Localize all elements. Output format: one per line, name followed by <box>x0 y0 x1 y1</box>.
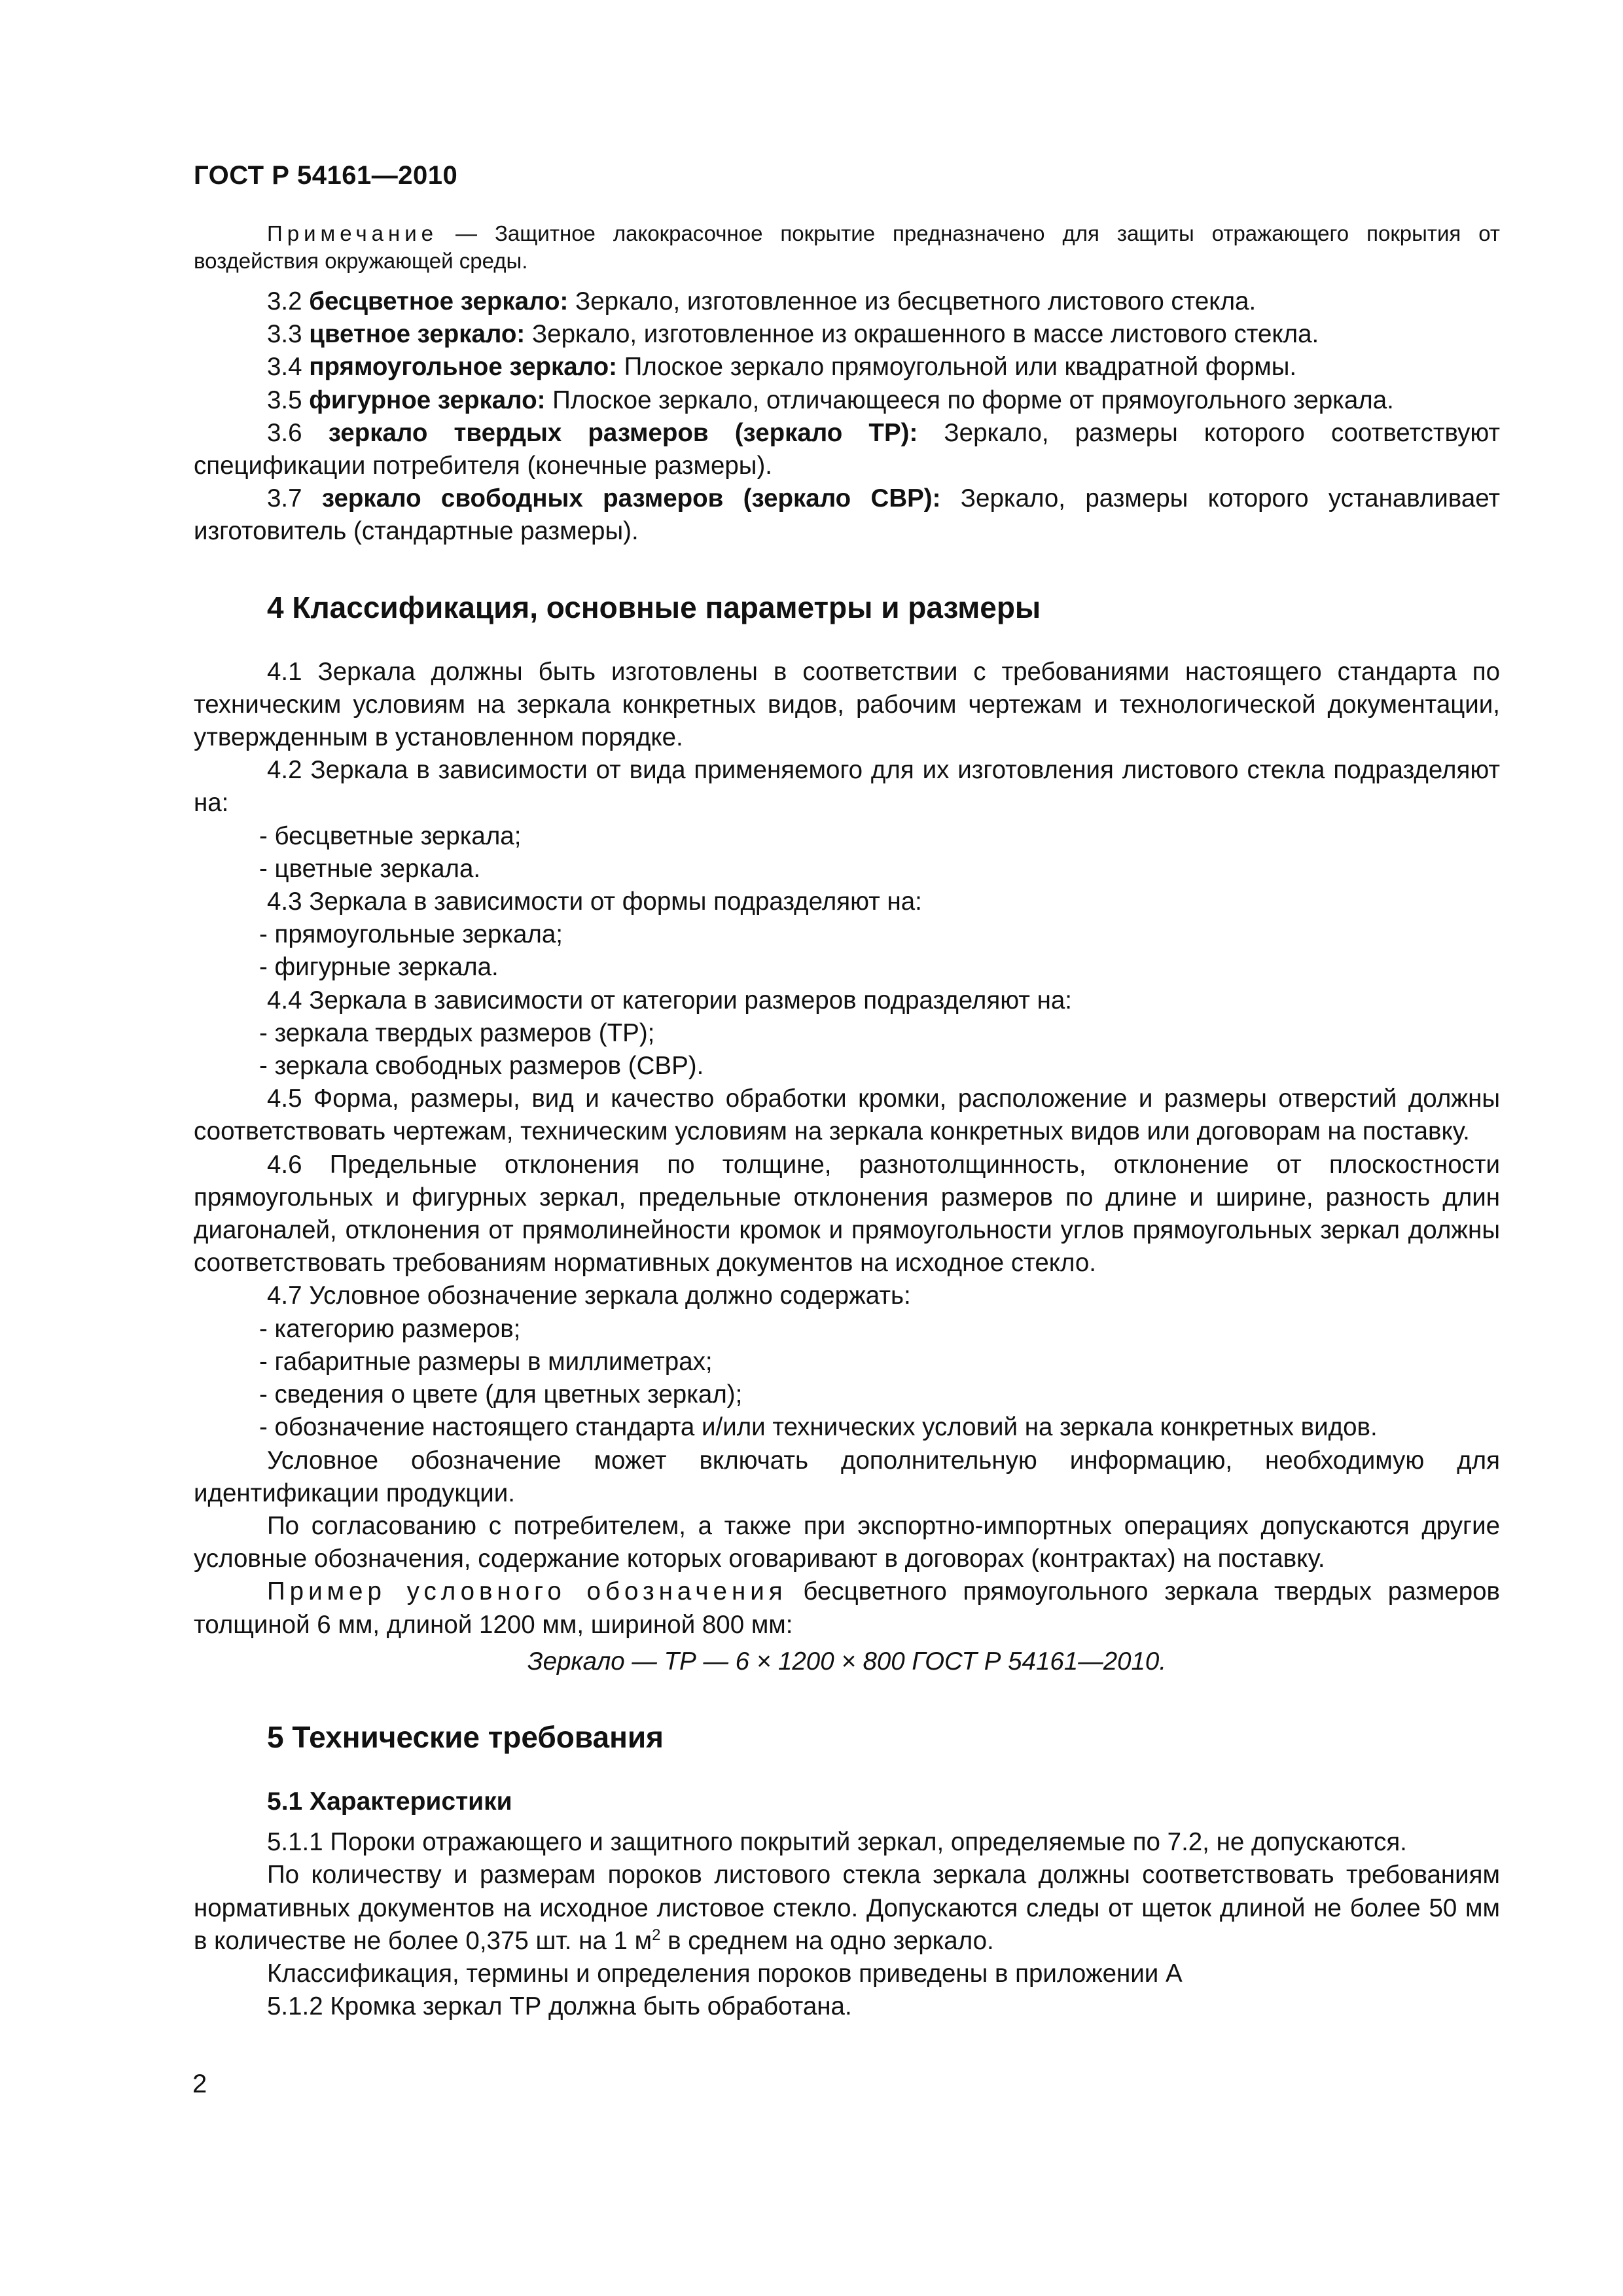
list-item: - зеркала свободных размеров (СВР). <box>259 1052 704 1081</box>
term-number: 3.4 <box>267 353 310 382</box>
note-label: Примечание <box>267 221 438 245</box>
paragraph-4-2: 4.2 Зеркала в зависимости от вида применяемого для их изготовления листового стекла подразделяют на: <box>194 756 1500 817</box>
list-item: - фигурные зеркала. <box>259 953 499 982</box>
list-item: - обозначение настоящего стандарта и/или технических условий на зеркала конкретных видов. <box>259 1413 1378 1442</box>
example-label: Пример условного обозначения <box>267 1577 787 1606</box>
paragraph-designation-info: Условное обозначение может включать дополнительную информацию, необходимую для идентификации продукции. <box>194 1446 1500 1507</box>
term-definition: Зеркало, размеры которого соответствуют спецификации потребителя (конечные размеры). <box>194 418 1501 480</box>
paragraph-4-1: 4.1 Зеркала должны быть изготовлены в соответствии с требованиями настоящего стандарта по техническим условиям на зеркала конкретных видов, рабочим чертежам и технологической документации, утвержденным в установленном порядке. <box>194 657 1500 752</box>
note-text: — Защитное лакокрасочное покрытие предназначено для защиты отражающего покрытия от воздействия окружающей среды. <box>194 221 1500 273</box>
paragraph-5-1-2: 5.1.2 Кромка зеркал ТР должна быть обработана. <box>267 1992 852 2021</box>
paragraph-defects <box>194 1859 1500 1958</box>
list-item: - габаритные размеры в миллиметрах; <box>259 1347 713 1376</box>
list-item: - сведения о цвете (для цветных зеркал); <box>259 1380 743 1409</box>
subsection-5-1-heading: 5.1 Характеристики <box>267 1787 512 1816</box>
term-3-3 <box>194 318 1500 351</box>
defects-text-end: в среднем на одно зеркало. <box>660 1926 994 1955</box>
term-3-6 <box>194 417 1500 482</box>
term-definition: Зеркало, изготовленное из бесцветного листового стекла. <box>568 287 1257 315</box>
term-number: 3.3 <box>267 320 310 349</box>
term-number: 3.2 <box>267 287 310 315</box>
term-3-4 <box>194 351 1500 384</box>
term-3-5 <box>194 384 1500 417</box>
list-item: - категорию размеров; <box>259 1314 521 1343</box>
term-number: 3.5 <box>267 386 310 414</box>
paragraph-4-5: 4.5 Форма, размеры, вид и качество обработки кромки, расположение и размеры отверстий должны соответствовать чертежам, техническим условиям на зеркала конкретных видов или договорам на поставку. <box>194 1085 1500 1146</box>
paragraph-5-1-1: 5.1.1 Пороки отражающего и защитного покрытий зеркал, определяемые по 7.2, не допускаются. <box>267 1828 1407 1857</box>
term-title: прямоугольное зеркало: <box>309 353 617 382</box>
list-item: - прямоугольные зеркала; <box>259 920 563 949</box>
section-4-heading: 4 Классификация, основные параметры и размеры <box>267 590 1041 624</box>
term-number: 3.6 <box>267 418 329 447</box>
list-item: - бесцветные зеркала; <box>259 821 522 850</box>
term-title: фигурное зеркало: <box>309 386 546 414</box>
example-paragraph <box>194 1575 1500 1641</box>
paragraph-designation-agreement: По согласованию с потребителем, а также при экспортно-импортных операциях допускаются другие условные обозначения, содержание которых оговаривают в договорах (контрактах) на поставку. <box>194 1511 1500 1573</box>
term-definition: Плоское зеркало, отличающееся по форме от прямоугольного зеркала. <box>545 386 1394 414</box>
term-definition: Зеркало, изготовленное из окрашенного в массе листового стекла. <box>525 320 1319 349</box>
defects-text: По количеству и размерам пороков листового стекла зеркала должны соответствовать требованиям нормативных документов на исходное листовое стекло. Допускаются следы от щеток длиной не более 50 мм в количестве не более 0,375 шт. на 1 м <box>194 1861 1500 1955</box>
term-definition: Плоское зеркало прямоугольной или квадратной формы. <box>616 353 1297 382</box>
document-code-header: ГОСТ Р 54161—2010 <box>194 161 458 190</box>
term-definition: Зеркало, размеры которого устанавливает изготовитель (стандартные размеры). <box>194 484 1501 546</box>
document-body <box>194 220 1500 2023</box>
paragraph-classification: Классификация, термины и определения пороков приведены в приложении А <box>267 1959 1183 1988</box>
superscript: 2 <box>652 1926 661 1944</box>
note-paragraph <box>194 220 1500 275</box>
section-5-heading: 5 Технические требования <box>267 1719 664 1754</box>
paragraph-4-4: 4.4 Зеркала в зависимости от категории размеров подразделяют на: <box>267 986 1072 1014</box>
term-3-2 <box>194 285 1500 318</box>
designation-formula: Зеркало — ТР — 6 × 1200 × 800 ГОСТ Р 54161—2010. <box>527 1647 1167 1676</box>
term-title: зеркало твердых размеров (зеркало ТР): <box>328 418 918 447</box>
example-text: бесцветного прямоугольного зеркала твердых размеров толщиной 6 мм, длиной 1200 мм, шириной 800 мм: <box>194 1577 1500 1639</box>
term-title: зеркало свободных размеров (зеркало СВР): <box>321 484 941 513</box>
term-title: цветное зеркало: <box>309 320 526 349</box>
list-item: - зеркала твердых размеров (ТР); <box>259 1018 655 1047</box>
page-number: 2 <box>192 2070 207 2098</box>
paragraph-4-3: 4.3 Зеркала в зависимости от формы подразделяют на: <box>267 888 922 916</box>
paragraph-4-6: 4.6 Предельные отклонения по толщине, разнотолщинность, отклонение от плоскостности прямоугольных и фигурных зеркал, предельные отклонения размеров по длине и ширине, разность длин диагоналей, отклонения от прямолинейности кромок и прямоугольности углов прямоугольных зеркал должны соответствовать требованиям нормативных документов на исходное стекло. <box>194 1150 1500 1278</box>
term-title: бесцветное зеркало: <box>309 287 569 315</box>
term-number: 3.7 <box>267 484 322 513</box>
term-3-7 <box>194 482 1500 548</box>
paragraph-4-7: 4.7 Условное обозначение зеркала должно содержать: <box>267 1282 911 1310</box>
list-item: - цветные зеркала. <box>259 854 481 883</box>
